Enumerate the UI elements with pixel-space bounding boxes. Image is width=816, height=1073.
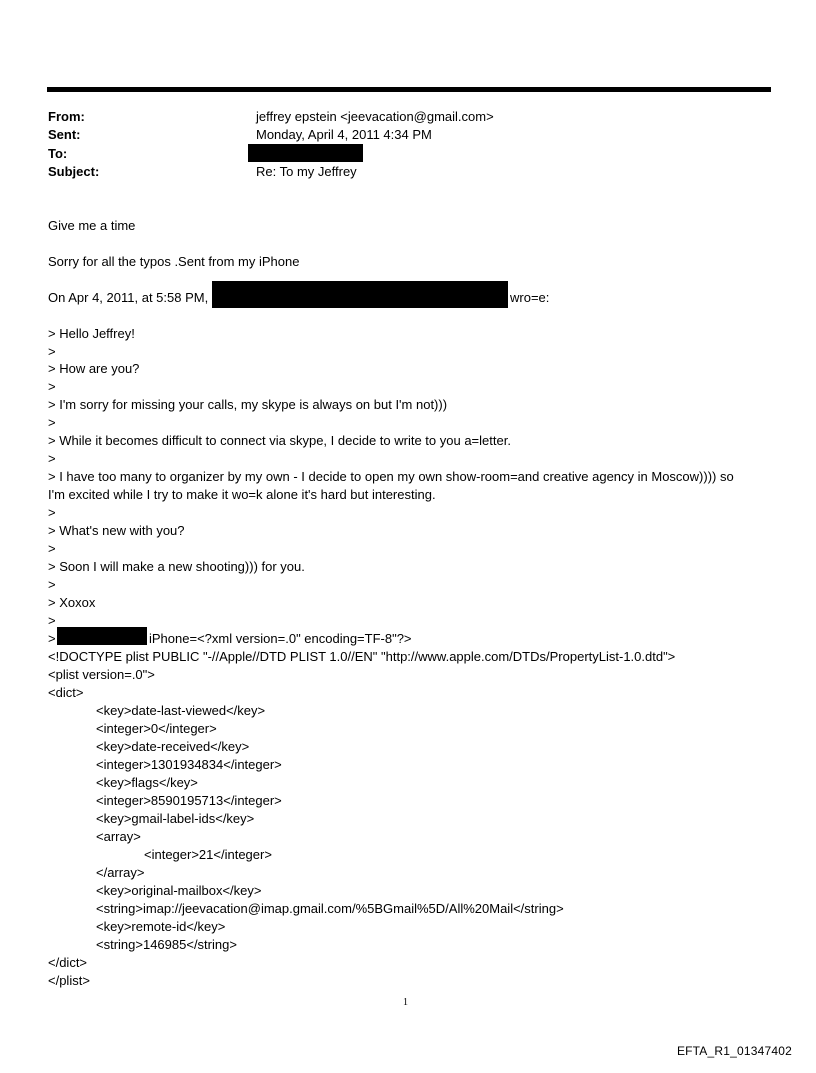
quoted-line: > (48, 415, 56, 430)
reply-line: Give me a time (48, 218, 136, 233)
xml-line: <array> (96, 829, 141, 844)
sender-redaction (212, 281, 508, 308)
xml-line: <key>original-mailbox</key> (96, 883, 262, 898)
quoted-line: > (48, 379, 56, 394)
xml-line: <integer>8590195713</integer> (96, 793, 282, 808)
from-value: jeffrey epstein <jeevacation@gmail.com> (256, 109, 494, 124)
iphone-line: iPhone=<?xml version=.0" encoding=TF-8"?> (149, 631, 412, 646)
quoted-line: > Xoxox (48, 595, 96, 610)
xml-line: <key>remote-id</key> (96, 919, 226, 934)
subject-label: Subject: (48, 164, 100, 179)
quoted-line: > Hello Jeffrey! (48, 326, 135, 341)
subject-value: Re: To my Jeffrey (256, 164, 357, 179)
quoted-line: > I have too many to organizer by my own - I decide to open my own show-room=and creative agency in Moscow)))) so (48, 469, 734, 484)
quoted-line: > (48, 505, 56, 520)
quoted-line: > (48, 577, 56, 592)
quoted-line: > (48, 451, 56, 466)
quoted-line: > I'm sorry for missing your calls, my skype is always on but I'm not))) (48, 397, 448, 412)
from-label: From: (48, 109, 85, 124)
quoted-line: > While it becomes difficult to connect via skype, I decide to write to you a=letter. (48, 433, 511, 448)
xml-doctype: <!DOCTYPE plist PUBLIC "-//Apple//DTD PLIST 1.0//EN" "http://www.apple.com/DTDs/PropertyList-1.0.dtd"> (48, 649, 676, 664)
xml-line: <key>gmail-label-ids</key> (96, 811, 255, 826)
on-date-line: On Apr 4, 2011, at 5:58 PM, (48, 290, 209, 305)
xml-line: <key>date-received</key> (96, 739, 250, 754)
xml-line: <key>date-last-viewed</key> (96, 703, 266, 718)
sent-value: Monday, April 4, 2011 4:34 PM (256, 127, 432, 142)
page-number: 1 (403, 997, 408, 1008)
signature-line: Sorry for all the typos .Sent from my iPhone (48, 254, 300, 269)
xml-dict-close: </dict> (48, 955, 88, 970)
iphone-redaction (57, 627, 147, 645)
header-rule (47, 87, 771, 92)
bates-number: EFTA_R1_01347402 (676, 1044, 792, 1058)
xml-line: <key>flags</key> (96, 775, 198, 790)
xml-line: <integer>0</integer> (96, 721, 217, 736)
wrote-text: wro=e: (510, 290, 550, 305)
quoted-line: > Soon I will make a new shooting))) for you. (48, 559, 305, 574)
xml-line: <integer>1301934834</integer> (96, 757, 282, 772)
to-label: To: (48, 146, 68, 161)
xml-plist-open: <plist version=.0"> (48, 667, 155, 682)
quoted-line: > How are you? (48, 361, 140, 376)
quoted-line: > (48, 613, 56, 628)
xml-line: <string>146985</string> (96, 937, 237, 952)
xml-line: <integer>21</integer> (144, 847, 272, 862)
quoted-line: I'm excited while I try to make it wo=k alone it's hard but interesting. (48, 487, 436, 502)
quoted-line: > What's new with you? (48, 523, 185, 538)
xml-dict-open: <dict> (48, 685, 84, 700)
quoted-line: > (48, 344, 56, 359)
quoted-line: > (48, 541, 56, 556)
sent-label: Sent: (48, 127, 81, 142)
iphone-prefix: > (48, 631, 56, 646)
xml-plist-close: </plist> (48, 973, 90, 988)
xml-line: <string>imap://jeevacation@imap.gmail.com/%5BGmail%5D/All%20Mail</string> (96, 901, 564, 916)
to-redaction (248, 144, 363, 162)
xml-line: </array> (96, 865, 145, 880)
